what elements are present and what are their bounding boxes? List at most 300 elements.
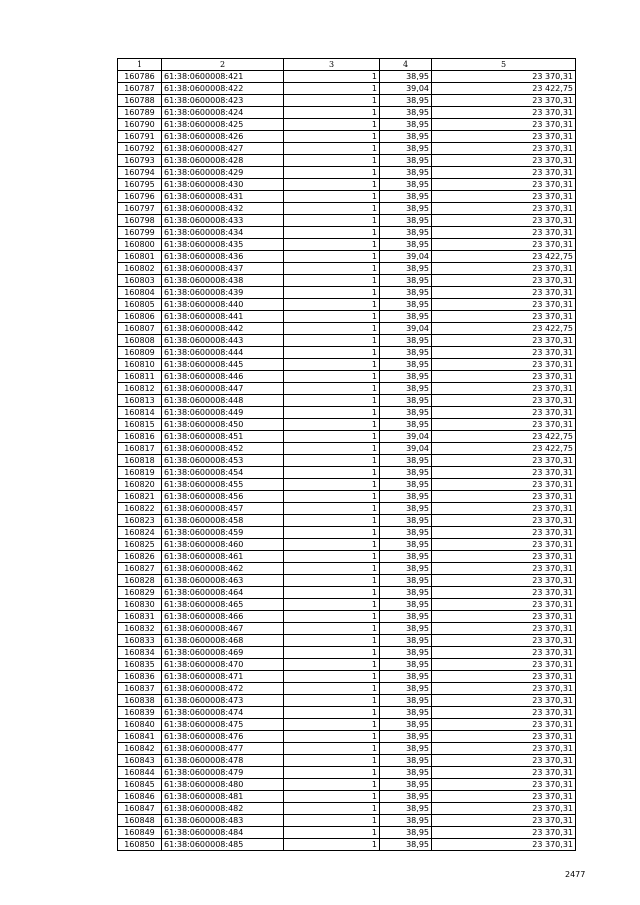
row-number-cell: 160820 <box>118 479 162 491</box>
column-header-4: 4 <box>380 59 432 71</box>
area-cell: 38,95 <box>380 791 432 803</box>
row-number-cell: 160843 <box>118 755 162 767</box>
area-cell: 38,95 <box>380 203 432 215</box>
area-cell: 38,95 <box>380 155 432 167</box>
row-number-cell: 160825 <box>118 539 162 551</box>
table-row <box>118 647 576 659</box>
area-cell: 38,95 <box>380 707 432 719</box>
table-row <box>118 359 576 371</box>
count-cell: 1 <box>284 527 380 539</box>
row-number-cell: 160791 <box>118 131 162 143</box>
cadastral-number-cell: 61:38:0600008:429 <box>162 167 284 179</box>
table-row <box>118 95 576 107</box>
cadastral-number-cell: 61:38:0600008:424 <box>162 107 284 119</box>
row-number-cell: 160817 <box>118 443 162 455</box>
area-cell: 38,95 <box>380 695 432 707</box>
count-cell: 1 <box>284 575 380 587</box>
count-cell: 1 <box>284 503 380 515</box>
count-cell: 1 <box>284 551 380 563</box>
row-number-cell: 160799 <box>118 227 162 239</box>
row-number-cell: 160845 <box>118 779 162 791</box>
count-cell: 1 <box>284 407 380 419</box>
value-cell: 23 370,31 <box>432 311 576 323</box>
value-cell: 23 370,31 <box>432 539 576 551</box>
table-row <box>118 551 576 563</box>
register-table <box>117 58 576 851</box>
value-cell: 23 370,31 <box>432 383 576 395</box>
cadastral-number-cell: 61:38:0600008:440 <box>162 299 284 311</box>
count-cell: 1 <box>284 455 380 467</box>
value-cell: 23 370,31 <box>432 575 576 587</box>
table-row <box>118 227 576 239</box>
area-cell: 38,95 <box>380 575 432 587</box>
value-cell: 23 370,31 <box>432 659 576 671</box>
count-cell: 1 <box>284 611 380 623</box>
value-cell: 23 370,31 <box>432 503 576 515</box>
table-row <box>118 203 576 215</box>
cadastral-number-cell: 61:38:0600008:460 <box>162 539 284 551</box>
cadastral-number-cell: 61:38:0600008:435 <box>162 239 284 251</box>
cadastral-number-cell: 61:38:0600008:432 <box>162 203 284 215</box>
table-row <box>118 179 576 191</box>
row-number-cell: 160792 <box>118 143 162 155</box>
cadastral-number-cell: 61:38:0600008:444 <box>162 347 284 359</box>
table-row <box>118 275 576 287</box>
page-number: 2477 <box>565 870 586 879</box>
value-cell: 23 370,31 <box>432 563 576 575</box>
table-row <box>118 107 576 119</box>
area-cell: 38,95 <box>380 371 432 383</box>
table-row <box>118 587 576 599</box>
table-row <box>118 743 576 755</box>
area-cell: 38,95 <box>380 419 432 431</box>
row-number-cell: 160802 <box>118 263 162 275</box>
cadastral-number-cell: 61:38:0600008:450 <box>162 419 284 431</box>
row-number-cell: 160814 <box>118 407 162 419</box>
count-cell: 1 <box>284 647 380 659</box>
area-cell: 38,95 <box>380 659 432 671</box>
cadastral-number-cell: 61:38:0600008:452 <box>162 443 284 455</box>
value-cell: 23 370,31 <box>432 551 576 563</box>
table-row <box>118 623 576 635</box>
value-cell: 23 370,31 <box>432 767 576 779</box>
table-row <box>118 731 576 743</box>
value-cell: 23 370,31 <box>432 779 576 791</box>
header-row <box>118 59 576 71</box>
count-cell: 1 <box>284 443 380 455</box>
row-number-cell: 160841 <box>118 731 162 743</box>
area-cell: 38,95 <box>380 455 432 467</box>
table-row <box>118 599 576 611</box>
count-cell: 1 <box>284 599 380 611</box>
row-number-cell: 160812 <box>118 383 162 395</box>
table-row <box>118 827 576 839</box>
table-row <box>118 407 576 419</box>
row-number-cell: 160833 <box>118 635 162 647</box>
value-cell: 23 370,31 <box>432 287 576 299</box>
value-cell: 23 422,75 <box>432 443 576 455</box>
value-cell: 23 370,31 <box>432 215 576 227</box>
area-cell: 38,95 <box>380 227 432 239</box>
count-cell: 1 <box>284 107 380 119</box>
table-row <box>118 695 576 707</box>
count-cell: 1 <box>284 563 380 575</box>
value-cell: 23 370,31 <box>432 95 576 107</box>
area-cell: 38,95 <box>380 479 432 491</box>
row-number-cell: 160848 <box>118 815 162 827</box>
table-row <box>118 839 576 851</box>
area-cell: 38,95 <box>380 755 432 767</box>
value-cell: 23 370,31 <box>432 275 576 287</box>
count-cell: 1 <box>284 275 380 287</box>
cadastral-number-cell: 61:38:0600008:458 <box>162 515 284 527</box>
value-cell: 23 370,31 <box>432 611 576 623</box>
count-cell: 1 <box>284 659 380 671</box>
row-number-cell: 160801 <box>118 251 162 263</box>
count-cell: 1 <box>284 767 380 779</box>
cadastral-number-cell: 61:38:0600008:448 <box>162 395 284 407</box>
cadastral-number-cell: 61:38:0600008:477 <box>162 743 284 755</box>
area-cell: 38,95 <box>380 239 432 251</box>
count-cell: 1 <box>284 587 380 599</box>
cadastral-number-cell: 61:38:0600008:446 <box>162 371 284 383</box>
cadastral-number-cell: 61:38:0600008:453 <box>162 455 284 467</box>
cadastral-number-cell: 61:38:0600008:425 <box>162 119 284 131</box>
cadastral-number-cell: 61:38:0600008:422 <box>162 83 284 95</box>
cadastral-number-cell: 61:38:0600008:465 <box>162 599 284 611</box>
value-cell: 23 370,31 <box>432 707 576 719</box>
area-cell: 38,95 <box>380 503 432 515</box>
cadastral-number-cell: 61:38:0600008:441 <box>162 311 284 323</box>
area-cell: 38,95 <box>380 335 432 347</box>
area-cell: 38,95 <box>380 299 432 311</box>
table-row <box>118 215 576 227</box>
table-row <box>118 143 576 155</box>
table-row <box>118 83 576 95</box>
cadastral-number-cell: 61:38:0600008:485 <box>162 839 284 851</box>
row-number-cell: 160827 <box>118 563 162 575</box>
area-cell: 38,95 <box>380 803 432 815</box>
value-cell: 23 422,75 <box>432 323 576 335</box>
count-cell: 1 <box>284 755 380 767</box>
count-cell: 1 <box>284 419 380 431</box>
area-cell: 38,95 <box>380 467 432 479</box>
value-cell: 23 370,31 <box>432 239 576 251</box>
row-number-cell: 160839 <box>118 707 162 719</box>
table-row <box>118 467 576 479</box>
count-cell: 1 <box>284 467 380 479</box>
row-number-cell: 160835 <box>118 659 162 671</box>
count-cell: 1 <box>284 623 380 635</box>
area-cell: 39,04 <box>380 431 432 443</box>
count-cell: 1 <box>284 347 380 359</box>
count-cell: 1 <box>284 263 380 275</box>
count-cell: 1 <box>284 479 380 491</box>
table-row <box>118 371 576 383</box>
area-cell: 38,95 <box>380 179 432 191</box>
count-cell: 1 <box>284 791 380 803</box>
value-cell: 23 370,31 <box>432 803 576 815</box>
area-cell: 38,95 <box>380 275 432 287</box>
row-number-cell: 160850 <box>118 839 162 851</box>
value-cell: 23 370,31 <box>432 695 576 707</box>
value-cell: 23 370,31 <box>432 491 576 503</box>
table-row <box>118 263 576 275</box>
table-row <box>118 419 576 431</box>
row-number-cell: 160847 <box>118 803 162 815</box>
value-cell: 23 370,31 <box>432 671 576 683</box>
table-body <box>118 71 576 851</box>
cadastral-number-cell: 61:38:0600008:443 <box>162 335 284 347</box>
row-number-cell: 160789 <box>118 107 162 119</box>
table-row <box>118 503 576 515</box>
row-number-cell: 160788 <box>118 95 162 107</box>
count-cell: 1 <box>284 371 380 383</box>
table-row <box>118 671 576 683</box>
row-number-cell: 160803 <box>118 275 162 287</box>
cadastral-number-cell: 61:38:0600008:451 <box>162 431 284 443</box>
table-row <box>118 719 576 731</box>
row-number-cell: 160828 <box>118 575 162 587</box>
table-row <box>118 383 576 395</box>
value-cell: 23 370,31 <box>432 131 576 143</box>
value-cell: 23 370,31 <box>432 755 576 767</box>
row-number-cell: 160810 <box>118 359 162 371</box>
value-cell: 23 370,31 <box>432 107 576 119</box>
cadastral-number-cell: 61:38:0600008:481 <box>162 791 284 803</box>
count-cell: 1 <box>284 743 380 755</box>
value-cell: 23 370,31 <box>432 71 576 83</box>
cadastral-number-cell: 61:38:0600008:431 <box>162 191 284 203</box>
table-row <box>118 575 576 587</box>
row-number-cell: 160823 <box>118 515 162 527</box>
area-cell: 38,95 <box>380 167 432 179</box>
value-cell: 23 370,31 <box>432 143 576 155</box>
value-cell: 23 370,31 <box>432 347 576 359</box>
cadastral-number-cell: 61:38:0600008:447 <box>162 383 284 395</box>
table-row <box>118 539 576 551</box>
area-cell: 38,95 <box>380 95 432 107</box>
area-cell: 38,95 <box>380 191 432 203</box>
value-cell: 23 370,31 <box>432 263 576 275</box>
count-cell: 1 <box>284 239 380 251</box>
cadastral-number-cell: 61:38:0600008:474 <box>162 707 284 719</box>
row-number-cell: 160831 <box>118 611 162 623</box>
value-cell: 23 370,31 <box>432 467 576 479</box>
area-cell: 38,95 <box>380 671 432 683</box>
cadastral-number-cell: 61:38:0600008:467 <box>162 623 284 635</box>
count-cell: 1 <box>284 203 380 215</box>
count-cell: 1 <box>284 695 380 707</box>
table-row <box>118 347 576 359</box>
value-cell: 23 370,31 <box>432 395 576 407</box>
area-cell: 38,95 <box>380 779 432 791</box>
value-cell: 23 370,31 <box>432 203 576 215</box>
table-row <box>118 779 576 791</box>
table-row <box>118 635 576 647</box>
table-row <box>118 527 576 539</box>
cadastral-number-cell: 61:38:0600008:463 <box>162 575 284 587</box>
value-cell: 23 370,31 <box>432 827 576 839</box>
table-row <box>118 239 576 251</box>
row-number-cell: 160818 <box>118 455 162 467</box>
area-cell: 38,95 <box>380 395 432 407</box>
area-cell: 38,95 <box>380 359 432 371</box>
table-row <box>118 611 576 623</box>
table-row <box>118 683 576 695</box>
value-cell: 23 370,31 <box>432 515 576 527</box>
count-cell: 1 <box>284 515 380 527</box>
column-header-2: 2 <box>162 59 284 71</box>
table-row <box>118 395 576 407</box>
count-cell: 1 <box>284 395 380 407</box>
area-cell: 38,95 <box>380 731 432 743</box>
cadastral-number-cell: 61:38:0600008:423 <box>162 95 284 107</box>
area-cell: 39,04 <box>380 323 432 335</box>
area-cell: 38,95 <box>380 215 432 227</box>
row-number-cell: 160816 <box>118 431 162 443</box>
cadastral-number-cell: 61:38:0600008:473 <box>162 695 284 707</box>
area-cell: 38,95 <box>380 551 432 563</box>
table-row <box>118 299 576 311</box>
count-cell: 1 <box>284 215 380 227</box>
value-cell: 23 422,75 <box>432 83 576 95</box>
area-cell: 38,95 <box>380 839 432 851</box>
table-row <box>118 455 576 467</box>
value-cell: 23 370,31 <box>432 371 576 383</box>
cadastral-number-cell: 61:38:0600008:428 <box>162 155 284 167</box>
table-row <box>118 815 576 827</box>
value-cell: 23 370,31 <box>432 299 576 311</box>
table-row <box>118 491 576 503</box>
cadastral-number-cell: 61:38:0600008:476 <box>162 731 284 743</box>
count-cell: 1 <box>284 119 380 131</box>
area-cell: 38,95 <box>380 71 432 83</box>
count-cell: 1 <box>284 635 380 647</box>
table-row <box>118 431 576 443</box>
value-cell: 23 370,31 <box>432 407 576 419</box>
cadastral-number-cell: 61:38:0600008:437 <box>162 263 284 275</box>
row-number-cell: 160790 <box>118 119 162 131</box>
area-cell: 39,04 <box>380 443 432 455</box>
area-cell: 38,95 <box>380 119 432 131</box>
cadastral-number-cell: 61:38:0600008:427 <box>162 143 284 155</box>
count-cell: 1 <box>284 815 380 827</box>
area-cell: 38,95 <box>380 131 432 143</box>
cadastral-number-cell: 61:38:0600008:449 <box>162 407 284 419</box>
count-cell: 1 <box>284 731 380 743</box>
row-number-cell: 160795 <box>118 179 162 191</box>
value-cell: 23 370,31 <box>432 359 576 371</box>
row-number-cell: 160836 <box>118 671 162 683</box>
value-cell: 23 370,31 <box>432 647 576 659</box>
cadastral-number-cell: 61:38:0600008:421 <box>162 71 284 83</box>
cadastral-number-cell: 61:38:0600008:456 <box>162 491 284 503</box>
row-number-cell: 160846 <box>118 791 162 803</box>
area-cell: 38,95 <box>380 383 432 395</box>
value-cell: 23 370,31 <box>432 155 576 167</box>
count-cell: 1 <box>284 131 380 143</box>
count-cell: 1 <box>284 155 380 167</box>
value-cell: 23 370,31 <box>432 719 576 731</box>
count-cell: 1 <box>284 311 380 323</box>
area-cell: 38,95 <box>380 635 432 647</box>
row-number-cell: 160819 <box>118 467 162 479</box>
area-cell: 38,95 <box>380 767 432 779</box>
row-number-cell: 160794 <box>118 167 162 179</box>
count-cell: 1 <box>284 299 380 311</box>
row-number-cell: 160842 <box>118 743 162 755</box>
table-header <box>118 59 576 71</box>
count-cell: 1 <box>284 779 380 791</box>
cadastral-number-cell: 61:38:0600008:478 <box>162 755 284 767</box>
column-header-5: 5 <box>432 59 576 71</box>
area-cell: 38,95 <box>380 683 432 695</box>
table-row <box>118 659 576 671</box>
cadastral-number-cell: 61:38:0600008:433 <box>162 215 284 227</box>
row-number-cell: 160815 <box>118 419 162 431</box>
cadastral-number-cell: 61:38:0600008:459 <box>162 527 284 539</box>
area-cell: 38,95 <box>380 599 432 611</box>
count-cell: 1 <box>284 719 380 731</box>
count-cell: 1 <box>284 803 380 815</box>
cadastral-number-cell: 61:38:0600008:479 <box>162 767 284 779</box>
cadastral-number-cell: 61:38:0600008:455 <box>162 479 284 491</box>
row-number-cell: 160822 <box>118 503 162 515</box>
cadastral-number-cell: 61:38:0600008:483 <box>162 815 284 827</box>
count-cell: 1 <box>284 179 380 191</box>
cadastral-number-cell: 61:38:0600008:462 <box>162 563 284 575</box>
table-row <box>118 443 576 455</box>
value-cell: 23 422,75 <box>432 431 576 443</box>
count-cell: 1 <box>284 431 380 443</box>
area-cell: 38,95 <box>380 491 432 503</box>
value-cell: 23 370,31 <box>432 839 576 851</box>
row-number-cell: 160804 <box>118 287 162 299</box>
table-row <box>118 803 576 815</box>
count-cell: 1 <box>284 251 380 263</box>
table-row <box>118 251 576 263</box>
table-row <box>118 755 576 767</box>
row-number-cell: 160813 <box>118 395 162 407</box>
row-number-cell: 160830 <box>118 599 162 611</box>
area-cell: 38,95 <box>380 407 432 419</box>
table-row <box>118 479 576 491</box>
table-row <box>118 311 576 323</box>
count-cell: 1 <box>284 335 380 347</box>
cadastral-number-cell: 61:38:0600008:442 <box>162 323 284 335</box>
table-row <box>118 791 576 803</box>
area-cell: 38,95 <box>380 623 432 635</box>
area-cell: 38,95 <box>380 539 432 551</box>
table-row <box>118 287 576 299</box>
count-cell: 1 <box>284 143 380 155</box>
value-cell: 23 370,31 <box>432 623 576 635</box>
value-cell: 23 370,31 <box>432 743 576 755</box>
table-row <box>118 323 576 335</box>
table-row <box>118 335 576 347</box>
area-cell: 39,04 <box>380 83 432 95</box>
row-number-cell: 160837 <box>118 683 162 695</box>
area-cell: 38,95 <box>380 611 432 623</box>
cadastral-number-cell: 61:38:0600008:461 <box>162 551 284 563</box>
row-number-cell: 160786 <box>118 71 162 83</box>
row-number-cell: 160797 <box>118 203 162 215</box>
cadastral-number-cell: 61:38:0600008:466 <box>162 611 284 623</box>
value-cell: 23 370,31 <box>432 227 576 239</box>
cadastral-number-cell: 61:38:0600008:475 <box>162 719 284 731</box>
table-row <box>118 707 576 719</box>
